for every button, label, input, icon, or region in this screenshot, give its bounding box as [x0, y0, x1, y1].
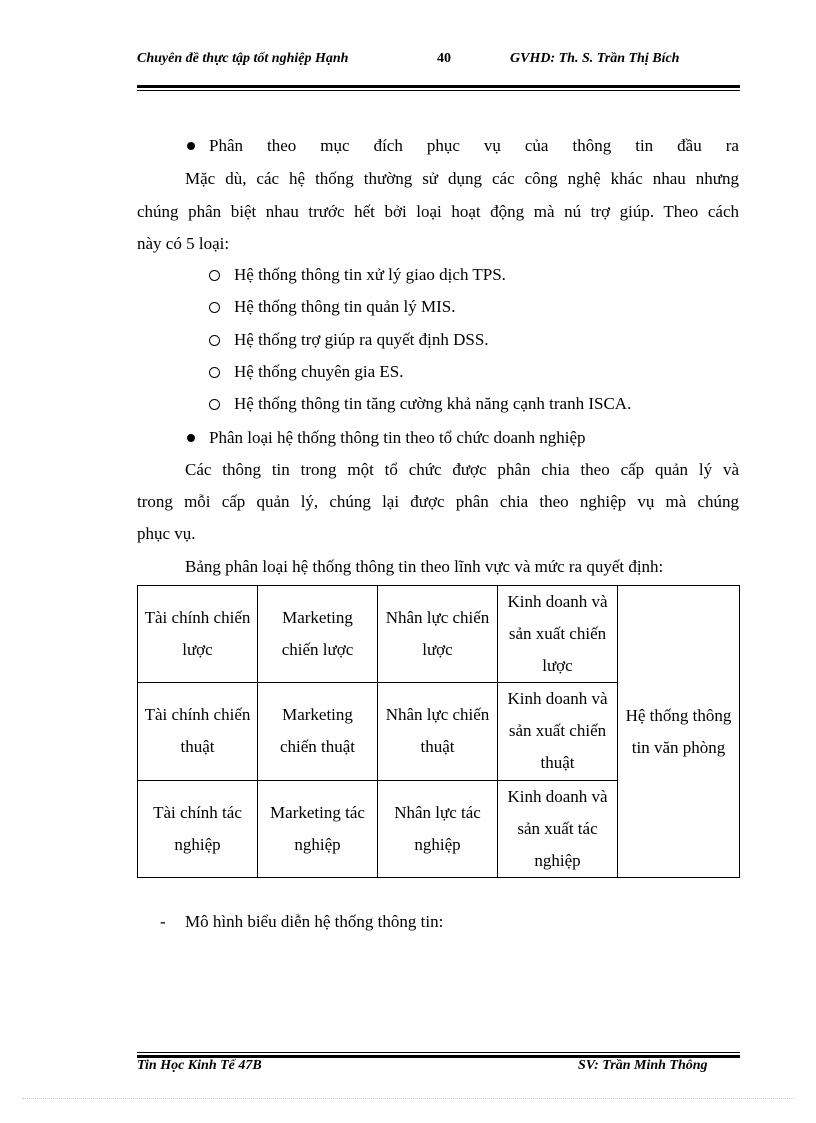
- heading-word: đầu: [677, 136, 702, 155]
- bullet-heading-purpose: [209, 136, 739, 156]
- table-cell: Nhân lực tác nghiệp: [378, 780, 498, 877]
- model-heading: Mô hình biểu diễn hệ thống thông tin:: [185, 912, 444, 931]
- list-item: Hệ thống chuyên gia ES.: [234, 362, 404, 381]
- page-edge-divider: [22, 1098, 794, 1099]
- heading-word: của: [524, 136, 549, 155]
- circle-bullet-icon: [209, 302, 220, 313]
- footer-rule-thin: [137, 1052, 740, 1053]
- classification-table: [137, 585, 740, 878]
- footer-class: Tin Học Kinh Tế 47B: [137, 1058, 262, 1073]
- heading-word: mục: [320, 136, 350, 155]
- table-cell: Kinh doanh và sản xuất tác nghiệp: [498, 780, 618, 877]
- table-cell: Tài chính chiến thuật: [138, 683, 258, 780]
- header-rule-thick: [137, 85, 740, 88]
- circle-bullet-icon: [209, 270, 220, 281]
- list-item: Hệ thống thông tin xử lý giao dịch TPS.: [234, 265, 506, 284]
- circle-bullet-icon: [209, 367, 220, 378]
- office-system-cell: Hệ thống thông tin văn phòng: [618, 586, 740, 878]
- heading-word: vụ: [483, 136, 501, 155]
- header-supervisor: GVHD: Th. S. Trần Thị Bích: [510, 51, 680, 66]
- table-caption: Bảng phân loại hệ thống thông tin theo lĩnh vực và mức ra quyết định:: [185, 557, 664, 576]
- table-cell: Kinh doanh và sản xuất chiến thuật: [498, 683, 618, 780]
- paragraph-line: Mặc dù, các hệ thống thường sử dụng các công nghệ khác nhau nhưng: [185, 169, 739, 188]
- circle-bullet-icon: [209, 335, 220, 346]
- header-left-title: Chuyên đề thực tập tốt nghiệp Hạnh: [137, 51, 349, 66]
- footer-student: SV: Trần Minh Thông: [578, 1058, 708, 1073]
- table-cell: Marketing chiến lược: [258, 586, 378, 683]
- circle-bullet-icon: [209, 399, 220, 410]
- list-item: Hệ thống thông tin tăng cường khả năng cạnh tranh ISCA.: [234, 394, 632, 413]
- table-cell: Tài chính tác nghiệp: [138, 780, 258, 877]
- table-cell: Tài chính chiến lược: [138, 586, 258, 683]
- heading-word: đích: [373, 136, 403, 155]
- paragraph-line: phục vụ.: [137, 524, 196, 543]
- heading-word: tin: [635, 136, 654, 155]
- paragraph-line: này có 5 loại:: [137, 234, 230, 253]
- heading-word: thông: [572, 136, 612, 155]
- bullet-icon: [187, 142, 195, 150]
- heading-word: phục: [426, 136, 460, 155]
- heading-word: theo: [267, 136, 297, 155]
- list-item: Hệ thống trợ giúp ra quyết định DSS.: [234, 330, 489, 349]
- heading-word: ra: [725, 136, 739, 155]
- table-cell: Nhân lực chiến lược: [378, 586, 498, 683]
- table-cell: Marketing tác nghiệp: [258, 780, 378, 877]
- dash-marker: -: [160, 912, 166, 931]
- list-item: Hệ thống thông tin quản lý MIS.: [234, 297, 456, 316]
- paragraph-line: trong mỗi cấp quản lý, chúng lại được phân chia theo nghiệp vụ mà chúng: [137, 492, 739, 511]
- table-cell: Nhân lực chiến thuật: [378, 683, 498, 780]
- bullet-heading-organization: Phân loại hệ thống thông tin theo tổ chức doanh nghiệp: [209, 428, 586, 447]
- bullet-icon: [187, 434, 195, 442]
- table-cell: Marketing chiến thuật: [258, 683, 378, 780]
- header-rule-thin: [137, 90, 740, 91]
- heading-word: Phân: [209, 136, 243, 155]
- table-row: [138, 586, 740, 683]
- table-cell: Kinh doanh và sản xuất chiến lược: [498, 586, 618, 683]
- page-number: 40: [437, 51, 451, 66]
- paragraph-line: Các thông tin trong một tổ chức được phân chia theo cấp quản lý và: [185, 460, 739, 479]
- paragraph-line: chúng phân biệt nhau trước hết bởi loại hoạt động mà nú trợ giúp. Theo cách: [137, 202, 739, 221]
